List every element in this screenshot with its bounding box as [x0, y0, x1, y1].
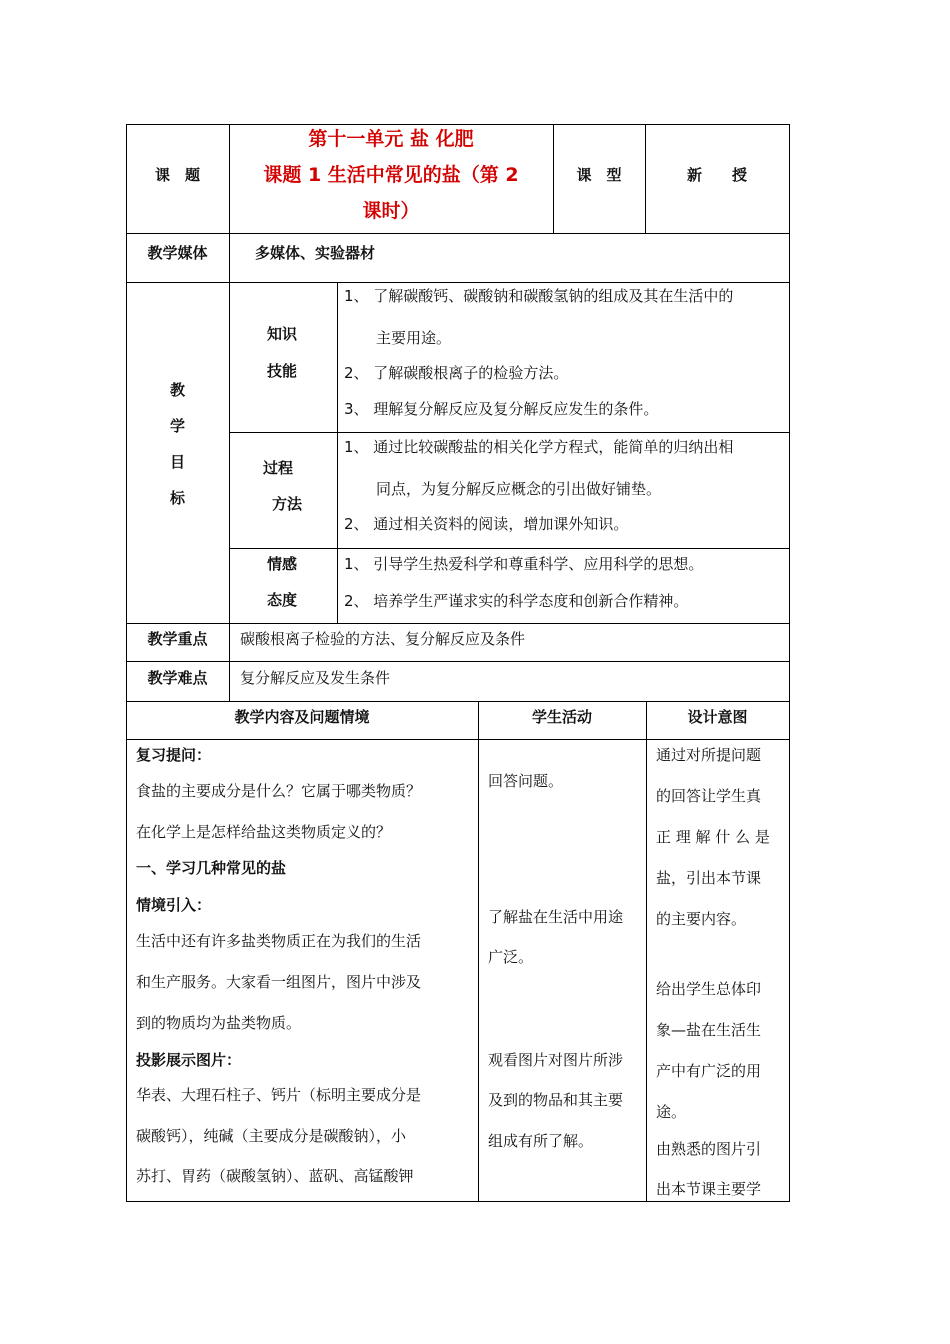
knowledge-label-2: 技能 [267, 362, 298, 380]
intent-line: 盐，引出本节课 [656, 869, 762, 887]
content-line: 复习提问： [136, 746, 212, 764]
knowledge-item: 1、 了解碳酸钙、碳酸钠和碳酸氢钠的组成及其在生活中的 [344, 287, 734, 305]
activity-line: 了解盐在生活中用途 [488, 908, 624, 926]
intent-line: 的主要内容。 [656, 910, 747, 928]
column-header-intent: 设计意图 [687, 708, 748, 726]
goals-label-char-2: 学 [169, 417, 185, 435]
process-item: 2、 通过相关资料的阅读，增加课外知识。 [344, 515, 629, 533]
difficulty-label: 教学难点 [147, 669, 208, 687]
emotion-item: 1、 引导学生热爱科学和尊重科学、应用科学的思想。 [344, 555, 704, 573]
intent-line: 通过对所提问题 [656, 746, 762, 764]
column-header-content: 教学内容及问题情境 [234, 708, 370, 726]
intent-line: 象—盐在生活生 [656, 1021, 762, 1039]
content-line: 苏打、胃药（碳酸氢钠）、蓝矾、高锰酸钾 [136, 1167, 414, 1185]
activity-line: 及到的物品和其主要 [488, 1091, 624, 1109]
content-line: 生活中还有许多盐类物质正在为我们的生活 [136, 932, 422, 950]
page-title [229, 127, 553, 223]
difficulty-value: 复分解反应及发生条件 [240, 669, 391, 687]
intent-line: 由熟悉的图片引 [656, 1140, 762, 1158]
title-line-1: 第十一单元 盐 化肥 [308, 128, 474, 150]
intent-line: 出本节课主要学 [656, 1180, 762, 1198]
content-line: 华表、大理石柱子、钙片（标明主要成分是 [136, 1086, 422, 1104]
content-line: 情境引入： [136, 896, 212, 914]
activity-line: 组成有所了解。 [488, 1132, 594, 1150]
intent-line: 正 理 解 什 么 是 [656, 828, 770, 846]
media-value: 多媒体、实验器材 [255, 244, 376, 262]
media-label: 教学媒体 [147, 244, 208, 262]
emotion-item: 2、 培养学生严谨求实的科学态度和创新合作精神。 [344, 592, 689, 610]
emotion-label-1: 情感 [267, 555, 298, 573]
activity-line: 观看图片对图片所涉 [488, 1051, 624, 1069]
intent-line: 产中有广泛的用 [656, 1062, 762, 1080]
intent-line: 途。 [656, 1103, 687, 1121]
process-item: 同点，为复分解反应概念的引出做好铺垫。 [376, 480, 662, 498]
title-line-3: 课时） [362, 200, 420, 222]
content-line: 到的物质均为盐类物质。 [136, 1014, 302, 1032]
content-line: 在化学上是怎样给盐这类物质定义的？ [136, 823, 392, 841]
type-label: 课 型 [576, 166, 622, 184]
key-point-value: 碳酸根离子检验的方法、复分解反应及条件 [240, 630, 526, 648]
process-item: 1、 通过比较碳酸盐的相关化学方程式，能简单的归纳出相 [344, 438, 734, 456]
knowledge-item: 2、 了解碳酸根离子的检验方法。 [344, 364, 569, 382]
content-line: 食盐的主要成分是什么？它属于哪类物质？ [136, 782, 422, 800]
goals-label-char-4: 标 [169, 489, 185, 507]
knowledge-item: 3、 理解复分解反应及复分解反应发生的条件。 [344, 400, 659, 418]
activity-line: 回答问题。 [488, 772, 564, 790]
knowledge-label-1: 知识 [267, 325, 298, 343]
title-line-2: 课题 1 生活中常见的盐（第 2 [263, 164, 519, 186]
process-label-1: 过程 [263, 459, 294, 477]
process-label-2: 方法 [272, 495, 303, 513]
emotion-label-2: 态度 [267, 591, 298, 609]
intent-line: 的回答让学生真 [656, 787, 762, 805]
column-header-activity: 学生活动 [531, 708, 592, 726]
topic-label: 课 题 [154, 166, 200, 184]
goals-label-char-3: 目 [169, 453, 185, 471]
activity-line: 广泛。 [488, 948, 534, 966]
goals-label-char-1: 教 [169, 381, 185, 399]
type-value: 新 授 [686, 166, 747, 184]
content-line: 投影展示图片： [136, 1051, 242, 1069]
key-point-label: 教学重点 [147, 630, 208, 648]
content-line: 一、学习几种常见的盐 [136, 859, 287, 877]
content-line: 和生产服务。大家看一组图片，图片中涉及 [136, 973, 422, 991]
content-line: 碳酸钙），纯碱（主要成分是碳酸钠），小 [136, 1127, 407, 1145]
intent-line: 给出学生总体印 [656, 980, 762, 998]
knowledge-item: 主要用途。 [376, 329, 452, 347]
